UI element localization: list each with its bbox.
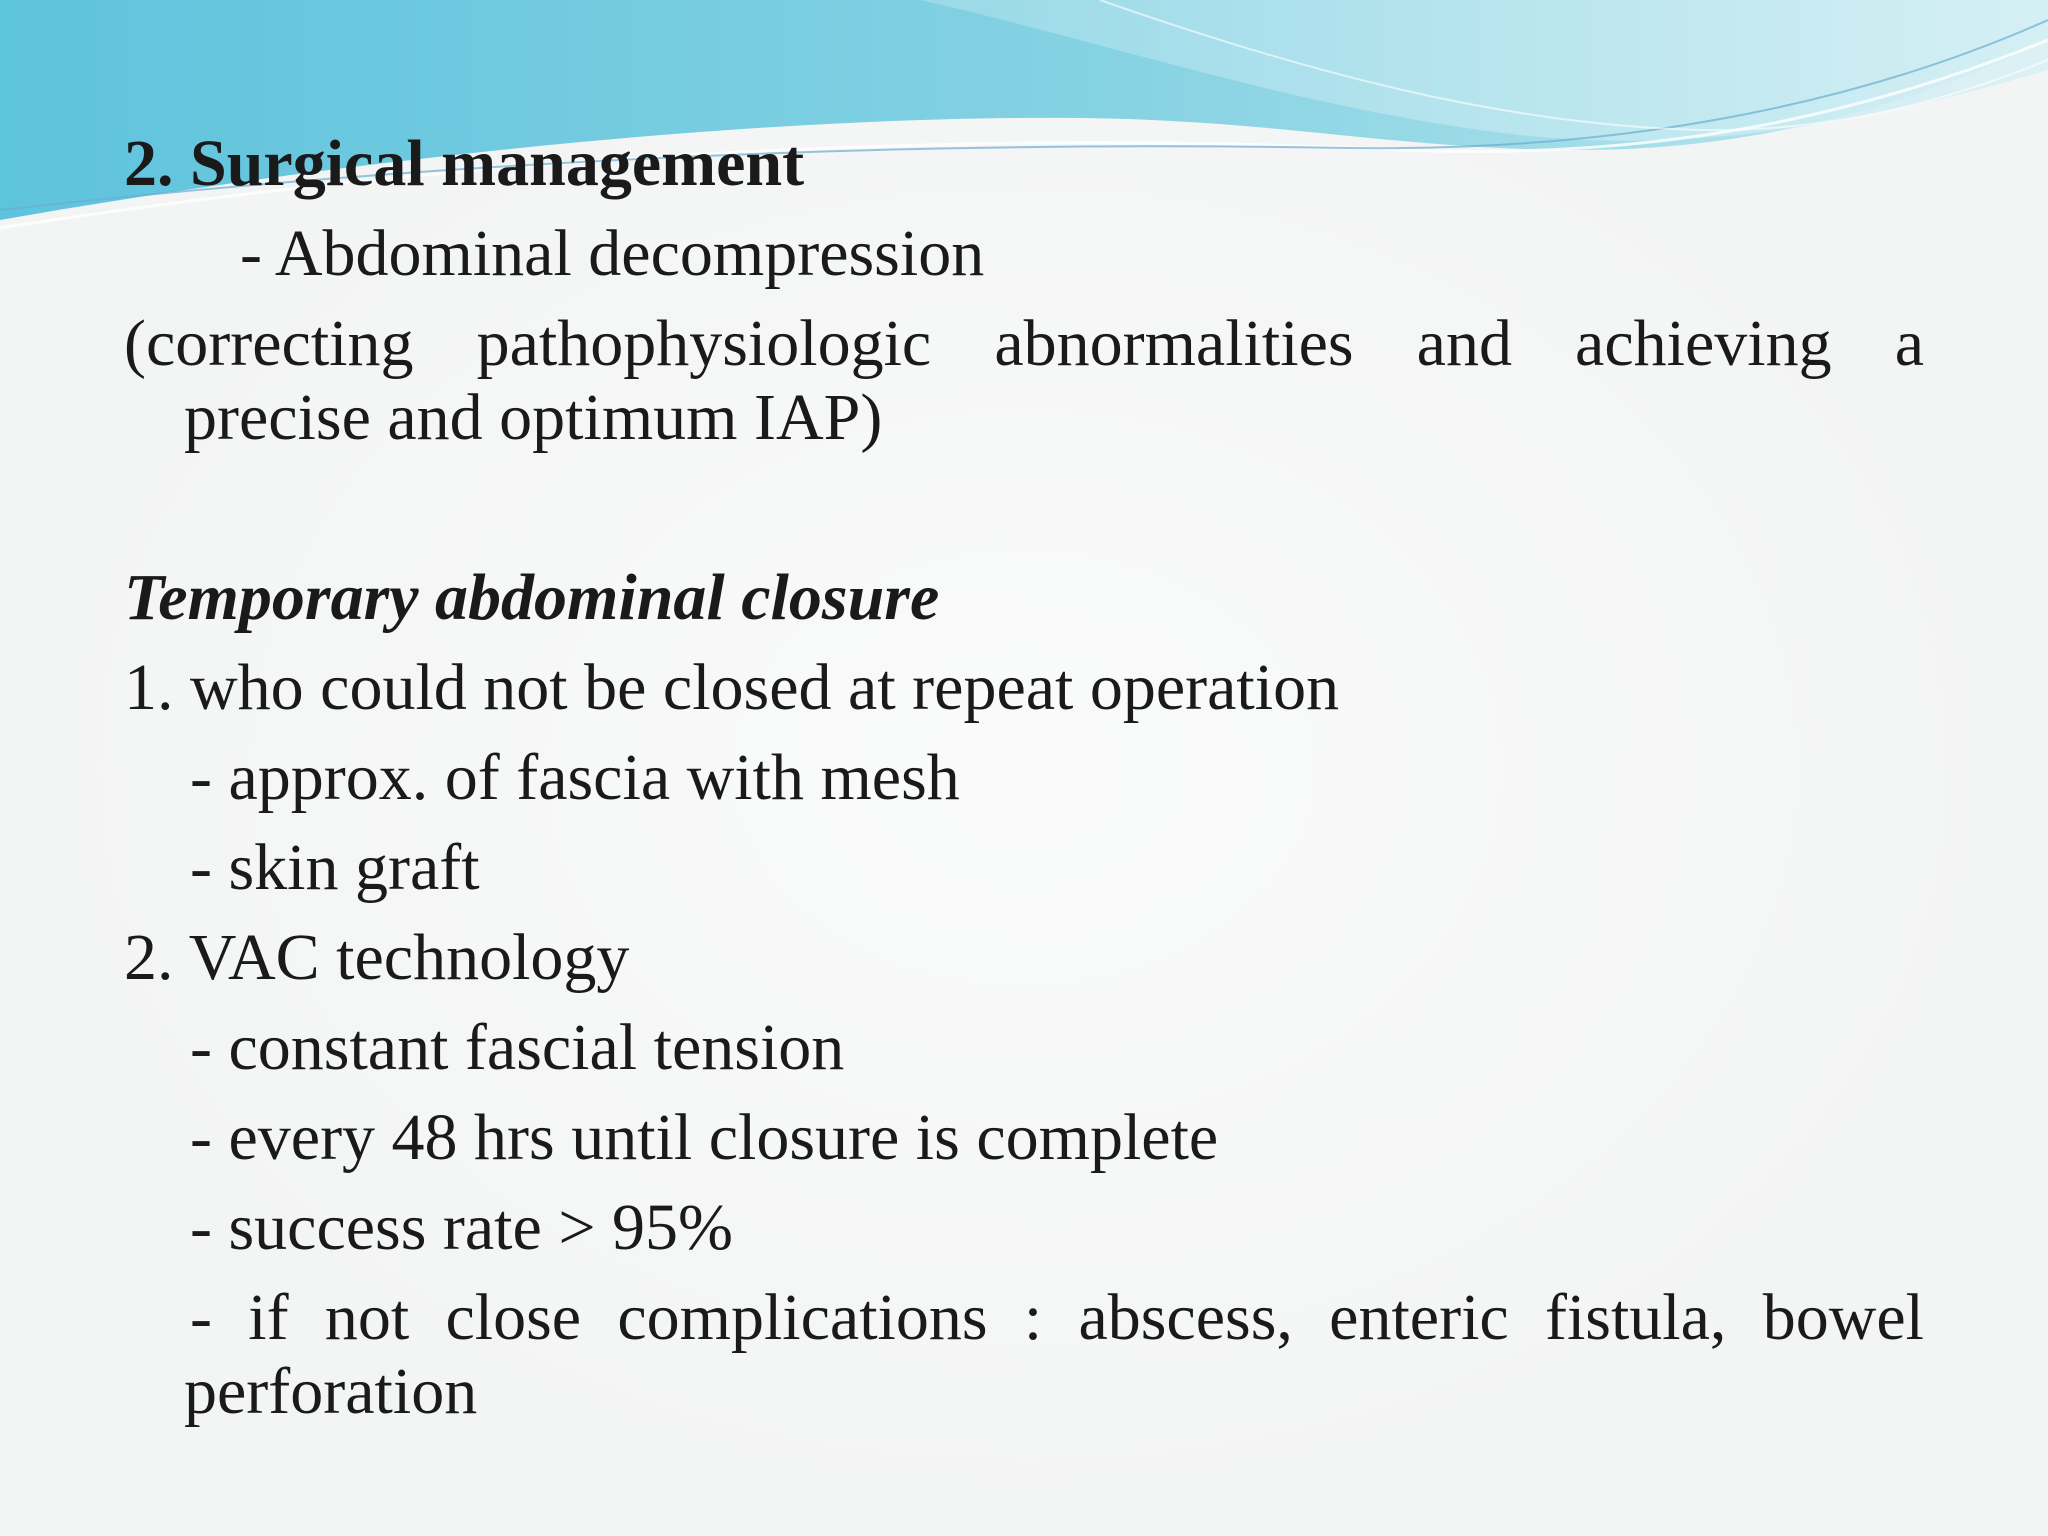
list-subitem: - constant fascial tension bbox=[190, 1011, 845, 1084]
list-subitem: - every 48 hrs until closure is complete bbox=[190, 1101, 1219, 1174]
list-item-1: 1. who could not be closed at repeat operation bbox=[124, 651, 1340, 724]
note-line-2: precise and optimum IAP) bbox=[184, 381, 883, 454]
sub-heading: - Abdominal decompression bbox=[240, 217, 985, 290]
note-line-1: (correcting pathophysiologic abnormalities and achieving a bbox=[124, 307, 1924, 380]
list-subitem: - approx. of fascia with mesh bbox=[190, 741, 960, 814]
section-title: Temporary abdominal closure bbox=[124, 561, 940, 634]
list-subitem-continuation: perforation bbox=[184, 1355, 478, 1428]
list-item-2: 2. VAC technology bbox=[124, 921, 630, 994]
list-subitem: - skin graft bbox=[190, 831, 480, 904]
heading: 2. Surgical management bbox=[124, 127, 805, 200]
list-subitem: - success rate > 95% bbox=[190, 1191, 734, 1264]
list-subitem: - if not close complications : abscess, enteric fistula, bowel bbox=[190, 1281, 1924, 1354]
